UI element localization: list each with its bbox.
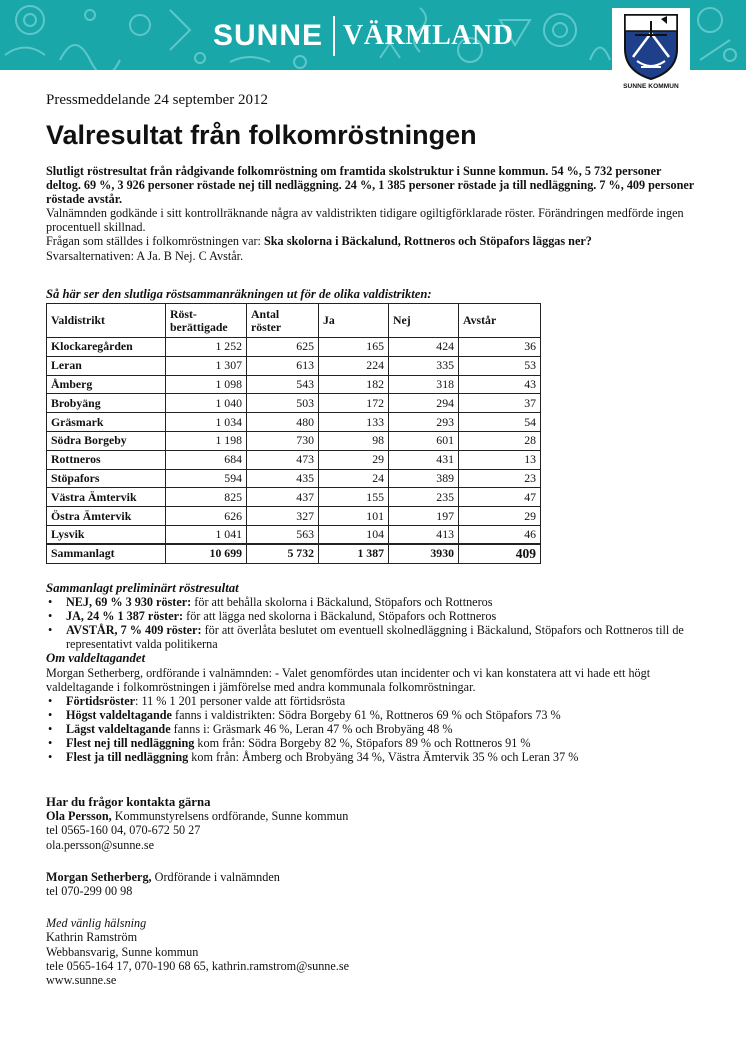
table-header-row	[47, 304, 541, 338]
cell-yes: 165	[319, 338, 389, 357]
cell-eligible: 1 198	[166, 431, 247, 450]
cell-yes: 172	[319, 394, 389, 413]
prelim-list	[46, 595, 706, 651]
crest-label: SUNNE KOMMUN	[623, 83, 679, 90]
contact-person-2	[46, 870, 696, 884]
col-eligible-line1: Röst-	[170, 307, 197, 321]
cell-yes: 182	[319, 375, 389, 394]
cell-no: 601	[389, 431, 459, 450]
prelim-abstain-text: för att överlåta beslutet om eventuell skolnedläggning i Bäckalund, Stöpafors och Rottneros till de representativt valda politikerna	[66, 623, 684, 652]
turnout-early-text: : 11 % 1 201 personer valde att förtidsrösta	[135, 693, 346, 708]
turnout-most-yes-label: Flest ja till nedläggning	[66, 750, 189, 765]
prelim-no-text: för att behålla skolorna i Bäckalund, Stöpafors och Rottneros	[191, 595, 493, 610]
cell-no: 431	[389, 450, 459, 469]
cell-yes: 155	[319, 488, 389, 507]
col-yes: Ja	[319, 304, 389, 338]
cell-no: 294	[389, 394, 459, 413]
contact-heading: Har du frågor kontakta gärna	[46, 795, 211, 809]
press-release-date: Pressmeddelande 24 september 2012	[46, 92, 269, 108]
col-district: Valdistrikt	[47, 304, 166, 338]
cell-abstain: 37	[459, 394, 541, 413]
table-row	[47, 469, 541, 488]
cell-abstain: 13	[459, 450, 541, 469]
cell-no: 318	[389, 375, 459, 394]
turnout-most-no-label: Flest nej till nedläggning	[66, 736, 195, 751]
cell-district: Brobyäng	[47, 394, 166, 413]
list-item	[46, 595, 706, 609]
list-item	[46, 609, 706, 623]
turnout-most-no-text: kom från: Södra Borgeby 82 %, Stöpafors 89 % och Rottneros 91 %	[194, 736, 531, 751]
col-eligible-line2: berättigade	[170, 319, 228, 334]
cell-votes: 543	[247, 375, 319, 394]
cell-votes: 327	[247, 507, 319, 526]
cell-abstain: 36	[459, 338, 541, 357]
results-table	[46, 303, 541, 564]
prelim-yes-label: JA, 24 % 1 387 röster:	[66, 609, 184, 624]
cell-eligible: 1 041	[166, 525, 247, 544]
turnout-lowest-text: fanns i: Gräsmark 46 %, Leran 47 % och Brobyäng 48 %	[170, 721, 453, 736]
cell-district: Västra Ämtervik	[47, 488, 166, 507]
table-row	[47, 431, 541, 450]
cell-abstain: 47	[459, 488, 541, 507]
turnout-list	[46, 694, 706, 764]
cell-eligible: 1 098	[166, 375, 247, 394]
intro-question	[46, 234, 696, 248]
greeting: Med vänlig hälsning	[46, 916, 147, 931]
turnout-highest-text: fanns i valdistrikten: Södra Borgeby 61 %, Rottneros 69 % och Stöpafors 73 %	[171, 707, 561, 722]
intro-summary: Slutligt röstresultat från rådgivande folkomröstning om framtida skolstruktur i Sunne kommun. 54 %, 5 732 personer deltog. 69 %, 3 926 personer röstade nej till nedläggning. 24 %, 1 385 personer röstade ja till nedläggning. 7 %, 409 personer röstade avstår.	[46, 164, 694, 207]
table-row	[47, 450, 541, 469]
cell-no: 197	[389, 507, 459, 526]
cell-district: Södra Borgeby	[47, 431, 166, 450]
cell-district: Stöpafors	[47, 469, 166, 488]
col-votes-line2: röster	[251, 319, 282, 334]
contact-person-1	[46, 809, 696, 823]
cell-eligible: 594	[166, 469, 247, 488]
table-heading: Så här ser den slutliga röstsammanräkningen ut för de olika valdistrikten:	[46, 287, 432, 301]
cell-district: Klockaregården	[47, 338, 166, 357]
list-item	[46, 736, 706, 750]
contact-1-phone: tel 0565-160 04, 070-672 50 27	[46, 823, 201, 838]
cell-eligible: 825	[166, 488, 247, 507]
cell-total-no: 3930	[389, 544, 459, 563]
brand-varmland: VÄRMLAND	[343, 20, 514, 51]
cell-total-eligible: 10 699	[166, 544, 247, 563]
question-prefix: Frågan som ställdes i folkomröstningen var:	[46, 234, 264, 249]
cell-abstain: 43	[459, 375, 541, 394]
cell-no: 424	[389, 338, 459, 357]
page-title: Valresultat från folkomröstningen	[46, 120, 477, 150]
col-abstain: Avstår	[459, 304, 541, 338]
cell-district: Leran	[47, 356, 166, 375]
cell-district: Östra Ämtervik	[47, 507, 166, 526]
col-votes-line1: Antal	[251, 307, 280, 321]
cell-votes: 435	[247, 469, 319, 488]
turnout-early-label: Förtidsröster	[66, 693, 136, 708]
cell-no: 413	[389, 525, 459, 544]
cell-abstain: 23	[459, 469, 541, 488]
table-total-row	[47, 544, 541, 563]
turnout-heading: Om valdeltagandet	[46, 651, 146, 666]
turnout-quote: Morgan Setherberg, ordförande i valnämnden: - Valet genomfördes utan incidenter och vi kan konstatera att vi hade ett högt valdeltagande i folkomröstningen i jämförelse med andra kommunala folkomröstningar.	[46, 665, 651, 694]
results-summary	[46, 581, 706, 764]
cell-district: Åmberg	[47, 375, 166, 394]
turnout-lowest-label: Lägst valdeltagande	[66, 721, 171, 736]
turnout-highest-label: Högst valdeltagande	[66, 707, 172, 722]
cell-yes: 98	[319, 431, 389, 450]
list-item	[46, 623, 706, 651]
table-row	[47, 525, 541, 544]
question-text: Ska skolorna i Bäckalund, Rottneros och Stöpafors läggas ner?	[264, 234, 592, 249]
sender-name: Kathrin Ramström	[46, 930, 138, 945]
contact-1-name: Ola Persson,	[46, 809, 112, 824]
cell-yes: 101	[319, 507, 389, 526]
cell-eligible: 1 252	[166, 338, 247, 357]
cell-total-label: Sammanlagt	[47, 544, 166, 563]
answer-options: Svarsalternativen: A Ja. B Nej. C Avstår.	[46, 248, 244, 263]
cell-votes: 730	[247, 431, 319, 450]
table-row	[47, 413, 541, 432]
turnout-most-yes-text: kom från: Åmberg och Brobyäng 34 %, Västra Ämtervik 35 % och Leran 37 %	[188, 750, 579, 765]
prelim-abstain-label: AVSTÅR, 7 % 409 röster:	[66, 623, 202, 638]
cell-district: Gräsmark	[47, 413, 166, 432]
table-row	[47, 375, 541, 394]
cell-yes: 133	[319, 413, 389, 432]
cell-total-abstain: 409	[459, 544, 541, 563]
cell-abstain: 28	[459, 431, 541, 450]
cell-yes: 29	[319, 450, 389, 469]
contact-1-role: Kommunstyrelsens ordförande, Sunne kommun	[111, 809, 349, 824]
intro-paragraph-2: Valnämnden godkände i sitt kontrollräknande några av valdistrikten tidigare ogiltigförklarade röster. Förändringen medförde ingen procentuell skillnad.	[46, 206, 684, 235]
cell-eligible: 1 034	[166, 413, 247, 432]
cell-votes: 473	[247, 450, 319, 469]
cell-abstain: 29	[459, 507, 541, 526]
list-item	[46, 722, 706, 736]
spacer	[46, 852, 696, 870]
cell-eligible: 626	[166, 507, 247, 526]
list-item	[46, 694, 706, 708]
cell-votes: 437	[247, 488, 319, 507]
contact-section	[46, 795, 696, 987]
cell-eligible: 1 307	[166, 356, 247, 375]
website-link[interactable]: www.sunne.se	[46, 973, 117, 988]
prelim-heading: Sammanlagt preliminärt röstresultat	[46, 581, 239, 595]
sender-role: Webbansvarig, Sunne kommun	[46, 944, 199, 959]
brand-logo	[213, 18, 513, 54]
cell-no: 293	[389, 413, 459, 432]
cell-abstain: 46	[459, 525, 541, 544]
cell-votes: 503	[247, 394, 319, 413]
cell-eligible: 684	[166, 450, 247, 469]
brand-sunne: SUNNE	[213, 19, 324, 52]
table-row	[47, 394, 541, 413]
cell-yes: 224	[319, 356, 389, 375]
cell-no: 235	[389, 488, 459, 507]
brand-divider	[333, 16, 335, 56]
cell-total-yes: 1 387	[319, 544, 389, 563]
col-eligible	[166, 304, 247, 338]
cell-votes: 480	[247, 413, 319, 432]
cell-district: Lysvik	[47, 525, 166, 544]
cell-total-votes: 5 732	[247, 544, 319, 563]
contact-2-name: Morgan Setherberg,	[46, 869, 152, 884]
cell-votes: 613	[247, 356, 319, 375]
spacer	[46, 898, 696, 916]
cell-no: 335	[389, 356, 459, 375]
list-item	[46, 708, 706, 722]
cell-eligible: 1 040	[166, 394, 247, 413]
coat-of-arms-icon	[621, 13, 681, 81]
prelim-yes-text: för att lägga ned skolorna i Bäckalund, Stöpafors och Rottneros	[183, 609, 497, 624]
col-votes	[247, 304, 319, 338]
table-row	[47, 356, 541, 375]
intro-text	[46, 164, 696, 263]
contact-2-phone: tel 070-299 00 98	[46, 884, 133, 899]
table-row	[47, 338, 541, 357]
prelim-no-label: NEJ, 69 % 3 930 röster:	[66, 595, 192, 610]
list-item	[46, 750, 706, 764]
cell-votes: 563	[247, 525, 319, 544]
cell-yes: 104	[319, 525, 389, 544]
cell-abstain: 54	[459, 413, 541, 432]
col-no: Nej	[389, 304, 459, 338]
contact-1-email[interactable]: ola.persson@sunne.se	[46, 837, 155, 852]
sender-contact: tele 0565-164 17, 070-190 68 65, kathrin.ramstrom@sunne.se	[46, 958, 349, 973]
cell-district: Rottneros	[47, 450, 166, 469]
cell-yes: 24	[319, 469, 389, 488]
crest	[612, 8, 690, 92]
table-row	[47, 488, 541, 507]
contact-2-role: Ordförande i valnämnden	[151, 869, 280, 884]
cell-votes: 625	[247, 338, 319, 357]
cell-no: 389	[389, 469, 459, 488]
cell-abstain: 53	[459, 356, 541, 375]
table-row	[47, 507, 541, 526]
